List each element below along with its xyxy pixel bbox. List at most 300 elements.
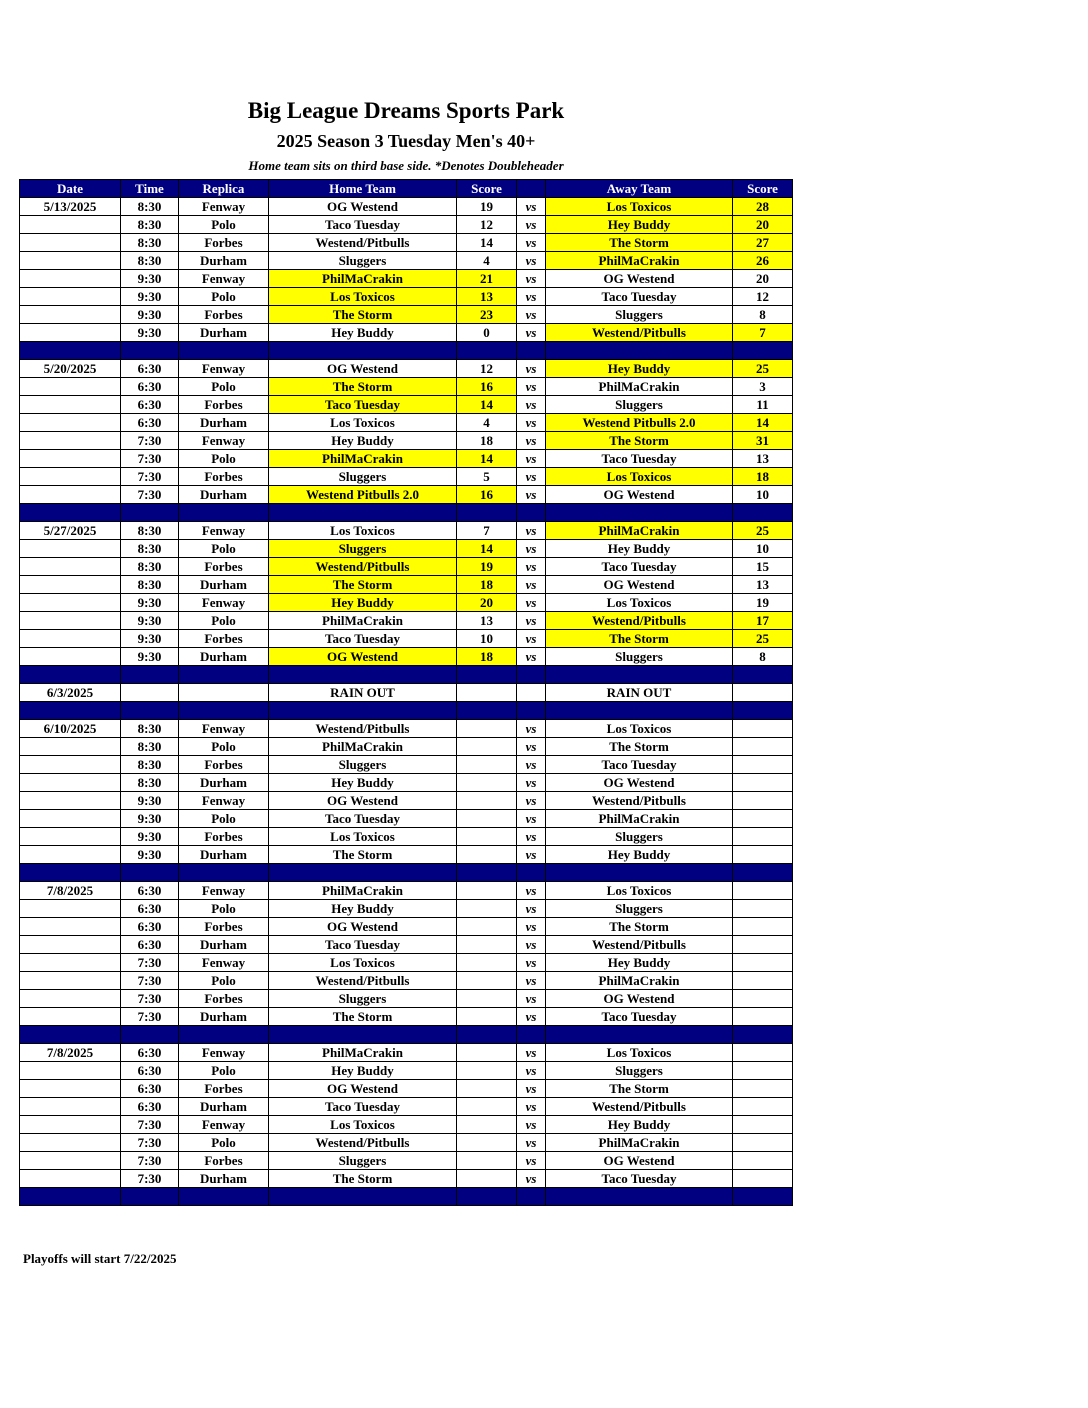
date-cell	[20, 540, 121, 558]
schedule-table	[19, 179, 793, 1206]
date-cell	[20, 414, 121, 432]
away-score-cell	[733, 792, 793, 810]
home-team-cell: The Storm	[269, 576, 457, 594]
table-row	[20, 360, 793, 378]
col-header-home-score: Score	[457, 180, 517, 198]
time-cell: 7:30	[121, 990, 179, 1008]
date-cell	[20, 954, 121, 972]
away-team-cell: Sluggers	[546, 396, 733, 414]
separator-cell	[121, 702, 179, 720]
away-team-cell: The Storm	[546, 1080, 733, 1098]
replica-cell: Polo	[179, 288, 269, 306]
away-score-cell	[733, 900, 793, 918]
away-score-cell	[733, 810, 793, 828]
table-row	[20, 522, 793, 540]
away-team-cell: Los Toxicos	[546, 468, 733, 486]
date-cell	[20, 396, 121, 414]
time-cell: 7:30	[121, 486, 179, 504]
header-row	[20, 180, 793, 198]
time-cell: 9:30	[121, 306, 179, 324]
home-score-cell: 13	[457, 612, 517, 630]
home-team-cell: Los Toxicos	[269, 288, 457, 306]
home-score-cell: 10	[457, 630, 517, 648]
home-team-cell: Taco Tuesday	[269, 936, 457, 954]
vs-cell: vs	[517, 216, 546, 234]
time-cell: 9:30	[121, 828, 179, 846]
col-header-home-team: Home Team	[269, 180, 457, 198]
away-score-cell	[733, 1170, 793, 1188]
replica-cell: Forbes	[179, 918, 269, 936]
time-cell: 6:30	[121, 882, 179, 900]
replica-cell: Forbes	[179, 306, 269, 324]
separator-cell	[179, 864, 269, 882]
away-score-cell	[733, 828, 793, 846]
table-row	[20, 1062, 793, 1080]
home-team-cell: PhilMaCrakin	[269, 1044, 457, 1062]
separator-cell	[517, 342, 546, 360]
replica-cell: Durham	[179, 252, 269, 270]
table-row	[20, 918, 793, 936]
away-team-cell: Taco Tuesday	[546, 756, 733, 774]
separator-cell	[269, 342, 457, 360]
table-row	[20, 486, 793, 504]
home-score-cell	[457, 990, 517, 1008]
separator-cell	[20, 702, 121, 720]
time-cell: 9:30	[121, 612, 179, 630]
separator-cell	[517, 702, 546, 720]
vs-cell: vs	[517, 954, 546, 972]
date-cell	[20, 450, 121, 468]
away-team-cell: Taco Tuesday	[546, 288, 733, 306]
replica-cell: Forbes	[179, 396, 269, 414]
date-cell	[20, 432, 121, 450]
separator-cell	[121, 342, 179, 360]
replica-cell: Fenway	[179, 270, 269, 288]
time-cell: 8:30	[121, 738, 179, 756]
vs-cell: vs	[517, 360, 546, 378]
separator-cell	[517, 1026, 546, 1044]
date-cell	[20, 486, 121, 504]
away-score-cell: 13	[733, 450, 793, 468]
vs-cell: vs	[517, 288, 546, 306]
away-team-cell: PhilMaCrakin	[546, 972, 733, 990]
home-score-cell: 21	[457, 270, 517, 288]
away-score-cell: 19	[733, 594, 793, 612]
separator-cell	[546, 864, 733, 882]
home-score-cell	[457, 900, 517, 918]
date-cell	[20, 594, 121, 612]
home-team-cell: Hey Buddy	[269, 1062, 457, 1080]
away-score-cell: 31	[733, 432, 793, 450]
separator-cell	[457, 864, 517, 882]
vs-cell: vs	[517, 828, 546, 846]
col-header-time: Time	[121, 180, 179, 198]
vs-cell: vs	[517, 378, 546, 396]
home-team-cell: OG Westend	[269, 360, 457, 378]
home-team-cell: Sluggers	[269, 990, 457, 1008]
home-score-cell	[457, 828, 517, 846]
away-team-cell: Hey Buddy	[546, 360, 733, 378]
vs-cell: vs	[517, 450, 546, 468]
table-row	[20, 468, 793, 486]
away-score-cell: 25	[733, 630, 793, 648]
away-team-cell: Hey Buddy	[546, 216, 733, 234]
separator-cell	[546, 504, 733, 522]
home-team-cell: PhilMaCrakin	[269, 612, 457, 630]
table-row	[20, 234, 793, 252]
time-cell: 6:30	[121, 900, 179, 918]
replica-cell: Fenway	[179, 594, 269, 612]
vs-cell: vs	[517, 612, 546, 630]
time-cell: 9:30	[121, 846, 179, 864]
home-score-cell	[457, 972, 517, 990]
date-cell	[20, 900, 121, 918]
date-cell: 7/8/2025	[20, 882, 121, 900]
date-cell	[20, 1008, 121, 1026]
table-row	[20, 396, 793, 414]
away-score-cell: 20	[733, 270, 793, 288]
home-score-cell: 18	[457, 648, 517, 666]
away-team-cell: Los Toxicos	[546, 882, 733, 900]
table-row	[20, 828, 793, 846]
table-row	[20, 972, 793, 990]
home-team-cell: Hey Buddy	[269, 432, 457, 450]
time-cell	[121, 684, 179, 702]
separator-cell	[20, 864, 121, 882]
home-score-cell	[457, 756, 517, 774]
date-cell	[20, 324, 121, 342]
vs-cell: vs	[517, 558, 546, 576]
time-cell: 7:30	[121, 1152, 179, 1170]
vs-cell: vs	[517, 270, 546, 288]
replica-cell: Fenway	[179, 954, 269, 972]
away-score-cell: 27	[733, 234, 793, 252]
table-row	[20, 252, 793, 270]
away-team-cell: Sluggers	[546, 828, 733, 846]
vs-cell	[517, 684, 546, 702]
away-team-cell: Sluggers	[546, 648, 733, 666]
table-row	[20, 432, 793, 450]
away-team-cell: Hey Buddy	[546, 846, 733, 864]
date-cell	[20, 792, 121, 810]
separator-cell	[179, 342, 269, 360]
table-row	[20, 270, 793, 288]
table-row	[20, 198, 793, 216]
away-team-cell: Westend/Pitbulls	[546, 792, 733, 810]
time-cell: 6:30	[121, 918, 179, 936]
home-score-cell	[457, 1098, 517, 1116]
time-cell: 8:30	[121, 774, 179, 792]
away-score-cell: 11	[733, 396, 793, 414]
home-score-cell	[457, 954, 517, 972]
table-row	[20, 882, 793, 900]
col-header-replica: Replica	[179, 180, 269, 198]
replica-cell: Fenway	[179, 522, 269, 540]
home-team-cell: Sluggers	[269, 1152, 457, 1170]
home-score-cell	[457, 1116, 517, 1134]
table-row	[20, 288, 793, 306]
away-score-cell: 3	[733, 378, 793, 396]
vs-cell: vs	[517, 972, 546, 990]
away-team-cell: Hey Buddy	[546, 954, 733, 972]
date-cell	[20, 756, 121, 774]
col-header-vs	[517, 180, 546, 198]
separator-cell	[517, 864, 546, 882]
date-cell	[20, 234, 121, 252]
replica-cell: Forbes	[179, 630, 269, 648]
away-score-cell	[733, 1134, 793, 1152]
separator-cell	[733, 342, 793, 360]
home-team-cell: Los Toxicos	[269, 954, 457, 972]
date-cell	[20, 990, 121, 1008]
away-team-cell: The Storm	[546, 432, 733, 450]
vs-cell: vs	[517, 198, 546, 216]
date-cell	[20, 558, 121, 576]
separator-cell	[546, 702, 733, 720]
table-row	[20, 1116, 793, 1134]
time-cell: 6:30	[121, 1062, 179, 1080]
table-row	[20, 216, 793, 234]
separator-cell	[457, 666, 517, 684]
away-score-cell: 12	[733, 288, 793, 306]
away-team-cell: The Storm	[546, 738, 733, 756]
home-score-cell	[457, 1044, 517, 1062]
date-cell	[20, 936, 121, 954]
home-team-cell: Taco Tuesday	[269, 630, 457, 648]
separator-cell	[457, 1026, 517, 1044]
away-team-cell: PhilMaCrakin	[546, 810, 733, 828]
separator-cell	[121, 1026, 179, 1044]
separator-cell	[546, 1026, 733, 1044]
away-score-cell	[733, 1152, 793, 1170]
replica-cell: Forbes	[179, 1080, 269, 1098]
away-team-cell: PhilMaCrakin	[546, 252, 733, 270]
away-team-cell: RAIN OUT	[546, 684, 733, 702]
time-cell: 9:30	[121, 648, 179, 666]
home-score-cell: 13	[457, 288, 517, 306]
replica-cell: Durham	[179, 648, 269, 666]
time-cell: 7:30	[121, 1008, 179, 1026]
home-score-cell	[457, 882, 517, 900]
home-team-cell: PhilMaCrakin	[269, 882, 457, 900]
vs-cell: vs	[517, 522, 546, 540]
page-note: Home team sits on third base side. *Denotes Doubleheader	[248, 158, 564, 173]
date-cell	[20, 1116, 121, 1134]
away-team-cell: Taco Tuesday	[546, 558, 733, 576]
replica-cell: Polo	[179, 900, 269, 918]
home-team-cell: Westend/Pitbulls	[269, 234, 457, 252]
time-cell: 6:30	[121, 1080, 179, 1098]
home-team-cell: Los Toxicos	[269, 414, 457, 432]
vs-cell: vs	[517, 1134, 546, 1152]
replica-cell: Durham	[179, 846, 269, 864]
away-score-cell: 8	[733, 648, 793, 666]
replica-cell: Forbes	[179, 468, 269, 486]
replica-cell: Fenway	[179, 1116, 269, 1134]
time-cell: 8:30	[121, 756, 179, 774]
away-team-cell: The Storm	[546, 918, 733, 936]
away-team-cell: OG Westend	[546, 576, 733, 594]
week-separator-row	[20, 1188, 793, 1206]
replica-cell: Durham	[179, 486, 269, 504]
vs-cell: vs	[517, 414, 546, 432]
table-row	[20, 720, 793, 738]
home-score-cell: 14	[457, 234, 517, 252]
table-row	[20, 1008, 793, 1026]
replica-cell: Fenway	[179, 720, 269, 738]
table-row	[20, 684, 793, 702]
away-team-cell: OG Westend	[546, 270, 733, 288]
away-team-cell: OG Westend	[546, 990, 733, 1008]
away-score-cell: 28	[733, 198, 793, 216]
home-team-cell: Hey Buddy	[269, 324, 457, 342]
separator-cell	[269, 666, 457, 684]
time-cell: 8:30	[121, 522, 179, 540]
date-cell	[20, 1062, 121, 1080]
vs-cell: vs	[517, 594, 546, 612]
date-cell	[20, 576, 121, 594]
replica-cell	[179, 684, 269, 702]
away-team-cell: Sluggers	[546, 1062, 733, 1080]
replica-cell: Durham	[179, 1170, 269, 1188]
time-cell: 9:30	[121, 630, 179, 648]
replica-cell: Durham	[179, 1098, 269, 1116]
home-team-cell: Westend/Pitbulls	[269, 1134, 457, 1152]
vs-cell: vs	[517, 1008, 546, 1026]
home-score-cell	[457, 684, 517, 702]
date-cell: 6/3/2025	[20, 684, 121, 702]
page-title: Big League Dreams Sports Park	[247, 98, 565, 123]
away-team-cell: Los Toxicos	[546, 720, 733, 738]
date-cell	[20, 828, 121, 846]
away-team-cell: PhilMaCrakin	[546, 378, 733, 396]
week-separator-row	[20, 342, 793, 360]
away-score-cell	[733, 1008, 793, 1026]
home-score-cell: 14	[457, 450, 517, 468]
time-cell: 6:30	[121, 936, 179, 954]
home-score-cell	[457, 1170, 517, 1188]
home-team-cell: Los Toxicos	[269, 522, 457, 540]
away-score-cell: 13	[733, 576, 793, 594]
home-score-cell	[457, 1080, 517, 1098]
away-team-cell: Hey Buddy	[546, 1116, 733, 1134]
date-cell	[20, 648, 121, 666]
table-row	[20, 576, 793, 594]
home-team-cell: The Storm	[269, 846, 457, 864]
away-score-cell	[733, 918, 793, 936]
time-cell: 6:30	[121, 396, 179, 414]
away-score-cell: 15	[733, 558, 793, 576]
week-separator-row	[20, 702, 793, 720]
away-score-cell	[733, 1116, 793, 1134]
replica-cell: Polo	[179, 810, 269, 828]
away-score-cell: 26	[733, 252, 793, 270]
table-row	[20, 1170, 793, 1188]
away-score-cell: 25	[733, 522, 793, 540]
replica-cell: Durham	[179, 576, 269, 594]
home-team-cell: Los Toxicos	[269, 828, 457, 846]
time-cell: 7:30	[121, 468, 179, 486]
time-cell: 8:30	[121, 252, 179, 270]
home-team-cell: Hey Buddy	[269, 594, 457, 612]
home-score-cell: 12	[457, 360, 517, 378]
date-cell	[20, 738, 121, 756]
home-team-cell: OG Westend	[269, 918, 457, 936]
separator-cell	[20, 1026, 121, 1044]
vs-cell: vs	[517, 882, 546, 900]
table-row	[20, 792, 793, 810]
away-team-cell: PhilMaCrakin	[546, 522, 733, 540]
table-row	[20, 846, 793, 864]
vs-cell: vs	[517, 630, 546, 648]
home-team-cell: Hey Buddy	[269, 900, 457, 918]
home-score-cell: 18	[457, 576, 517, 594]
home-score-cell: 14	[457, 540, 517, 558]
home-team-cell: OG Westend	[269, 648, 457, 666]
home-team-cell: Hey Buddy	[269, 774, 457, 792]
away-score-cell	[733, 972, 793, 990]
time-cell: 9:30	[121, 288, 179, 306]
home-team-cell: The Storm	[269, 1170, 457, 1188]
time-cell: 6:30	[121, 1044, 179, 1062]
home-team-cell: The Storm	[269, 1008, 457, 1026]
time-cell: 7:30	[121, 450, 179, 468]
table-row	[20, 324, 793, 342]
away-team-cell: The Storm	[546, 234, 733, 252]
away-team-cell: Hey Buddy	[546, 540, 733, 558]
away-team-cell: Westend Pitbulls 2.0	[546, 414, 733, 432]
vs-cell: vs	[517, 1116, 546, 1134]
time-cell: 6:30	[121, 1098, 179, 1116]
home-team-cell: OG Westend	[269, 1080, 457, 1098]
separator-cell	[269, 702, 457, 720]
vs-cell: vs	[517, 774, 546, 792]
home-score-cell	[457, 1134, 517, 1152]
replica-cell: Fenway	[179, 432, 269, 450]
away-team-cell: Los Toxicos	[546, 198, 733, 216]
time-cell: 8:30	[121, 540, 179, 558]
table-row	[20, 594, 793, 612]
separator-cell	[546, 342, 733, 360]
home-team-cell: Sluggers	[269, 756, 457, 774]
home-score-cell: 16	[457, 378, 517, 396]
table-row	[20, 954, 793, 972]
time-cell: 9:30	[121, 792, 179, 810]
away-score-cell	[733, 882, 793, 900]
time-cell: 8:30	[121, 198, 179, 216]
home-team-cell: RAIN OUT	[269, 684, 457, 702]
separator-cell	[179, 1188, 269, 1206]
home-team-cell: Taco Tuesday	[269, 810, 457, 828]
away-team-cell: OG Westend	[546, 1152, 733, 1170]
vs-cell: vs	[517, 486, 546, 504]
table-row	[20, 612, 793, 630]
separator-cell	[269, 1026, 457, 1044]
vs-cell: vs	[517, 234, 546, 252]
home-score-cell: 18	[457, 432, 517, 450]
separator-cell	[179, 666, 269, 684]
time-cell: 7:30	[121, 432, 179, 450]
away-score-cell: 17	[733, 612, 793, 630]
home-team-cell: Westend/Pitbulls	[269, 558, 457, 576]
date-cell	[20, 810, 121, 828]
separator-cell	[457, 702, 517, 720]
home-score-cell: 4	[457, 414, 517, 432]
away-score-cell	[733, 684, 793, 702]
separator-cell	[733, 702, 793, 720]
separator-cell	[546, 666, 733, 684]
table-row	[20, 540, 793, 558]
